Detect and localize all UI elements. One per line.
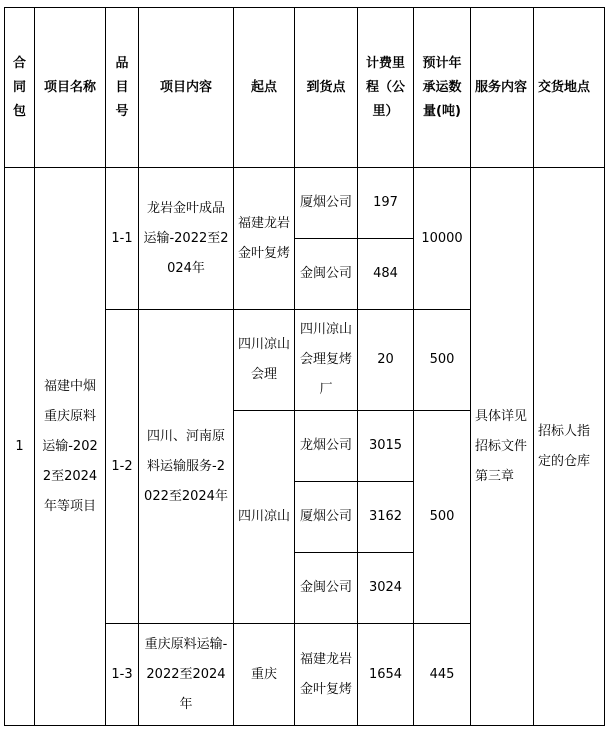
item-content-cell: 龙岩金叶成品运输-2022至2024年 [139, 168, 234, 310]
quantity-cell: 500 [414, 411, 471, 624]
destination-cell: 金闽公司 [295, 553, 358, 624]
header-annual-quantity: 预计年承运数量(吨) [414, 8, 471, 168]
header-delivery-location: 交货地点 [534, 8, 605, 168]
destination-cell: 四川凉山会理复烤厂 [295, 310, 358, 411]
header-mileage: 计费里程（公里） [358, 8, 414, 168]
mileage-cell: 1654 [358, 624, 414, 726]
header-destination: 到货点 [295, 8, 358, 168]
mileage-cell: 3015 [358, 411, 414, 482]
item-content-cell: 四川、河南原料运输服务-2022至2024年 [139, 310, 234, 624]
mileage-cell: 3162 [358, 482, 414, 553]
header-origin: 起点 [234, 8, 295, 168]
header-service-content: 服务内容 [471, 8, 534, 168]
destination-cell: 金闽公司 [295, 239, 358, 310]
mileage-cell: 3024 [358, 553, 414, 624]
quantity-cell: 10000 [414, 168, 471, 310]
mileage-cell: 484 [358, 239, 414, 310]
origin-cell: 四川凉山会理 [234, 310, 295, 411]
service-content-cell: 具体详见招标文件第三章 [471, 168, 534, 726]
item-code-cell: 1-2 [106, 310, 139, 624]
header-project-name: 项目名称 [35, 8, 106, 168]
header-row [5, 8, 605, 168]
destination-cell: 福建龙岩金叶复烤 [295, 624, 358, 726]
mileage-cell: 197 [358, 168, 414, 239]
origin-cell: 四川凉山 [234, 411, 295, 624]
item-code-cell: 1-3 [106, 624, 139, 726]
origin-cell: 重庆 [234, 624, 295, 726]
origin-cell: 福建龙岩金叶复烤 [234, 168, 295, 310]
quantity-cell: 445 [414, 624, 471, 726]
item-content-cell: 重庆原料运输-2022至2024年 [139, 624, 234, 726]
destination-cell: 厦烟公司 [295, 168, 358, 239]
delivery-location-cell: 招标人指定的仓库 [534, 168, 605, 726]
header-project-content: 项目内容 [139, 8, 234, 168]
mileage-cell: 20 [358, 310, 414, 411]
destination-cell: 厦烟公司 [295, 482, 358, 553]
quantity-cell: 500 [414, 310, 471, 411]
header-item-code: 品目号 [106, 8, 139, 168]
table-row [5, 168, 605, 239]
item-code-cell: 1-1 [106, 168, 139, 310]
project-name-cell: 福建中烟重庆原料运输-2022至2024年等项目 [35, 168, 106, 726]
destination-cell: 龙烟公司 [295, 411, 358, 482]
header-contract-package: 合同包 [5, 8, 35, 168]
transport-bid-table [4, 7, 605, 726]
contract-package-cell: 1 [5, 168, 35, 726]
